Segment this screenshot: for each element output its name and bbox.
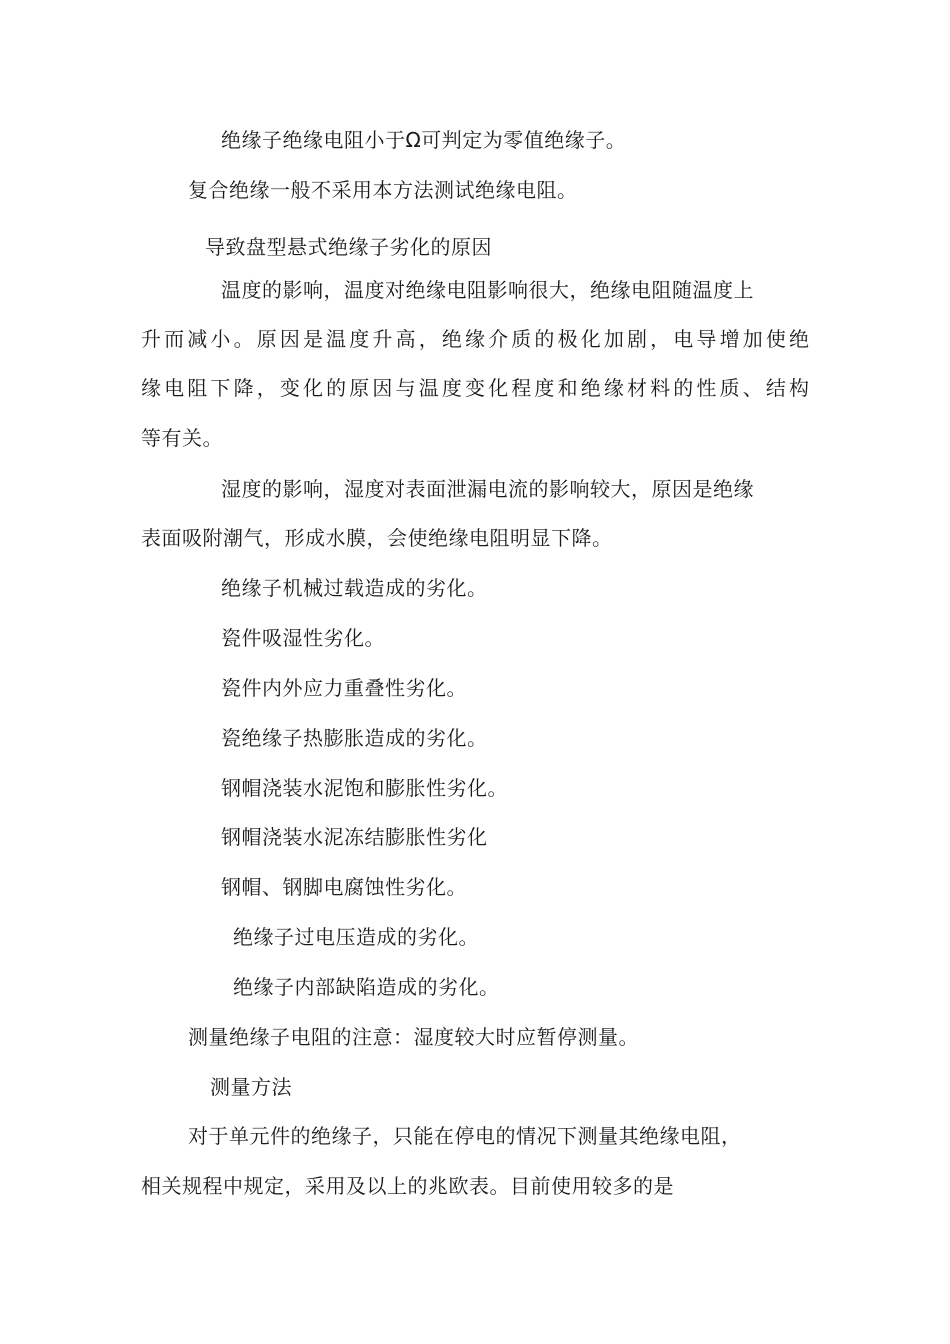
- paragraph-composite-insulator-note: 复合绝缘一般不采用本方法测试绝缘电阻。: [188, 178, 578, 202]
- text-line: 对于单元件的绝缘子，只能在停电的情况下测量其绝缘电阻，: [188, 1124, 742, 1148]
- list-item-overvoltage: 绝缘子过电压造成的劣化。: [233, 925, 479, 949]
- paragraph-zero-value-criterion: 绝缘子绝缘电阻小于Ω可判定为零值绝缘子。: [221, 128, 627, 152]
- list-item-electrocorrosion: 钢帽、钢脚电腐蚀性劣化。: [221, 875, 467, 899]
- text-line: 温度的影响，温度对绝缘电阻影响很大，绝缘电阻随温度上: [221, 278, 754, 302]
- text-line: 湿度的影响，湿度对表面泄漏电流的影响较大，原因是绝缘: [221, 477, 754, 501]
- list-item-cement-freezing: 钢帽浇装水泥冻结膨胀性劣化: [221, 825, 488, 849]
- list-item-stress-overlap: 瓷件内外应力重叠性劣化。: [221, 676, 467, 700]
- text-line: 缘电阻下降，变化的原因与温度变化程度和绝缘材料的性质、结构: [141, 376, 809, 400]
- heading-degradation-causes: 导致盘型悬式绝缘子劣化的原因: [205, 235, 492, 259]
- list-item-thermal-expansion: 瓷绝缘子热膨胀造成的劣化。: [221, 726, 488, 750]
- list-item-internal-defects: 绝缘子内部缺陷造成的劣化。: [233, 975, 500, 999]
- text-line: 等有关。: [141, 426, 223, 450]
- list-item-mechanical-overload: 绝缘子机械过载造成的劣化。: [221, 576, 488, 600]
- text-line: 升而减小。原因是温度升高，绝缘介质的极化加剧，电导增加使绝: [141, 327, 809, 351]
- list-item-porcelain-moisture: 瓷件吸湿性劣化。: [221, 626, 385, 650]
- heading-measurement-method: 测量方法: [210, 1075, 292, 1099]
- text-line: 表面吸附潮气，形成水膜，会使绝缘电阻明显下降。: [141, 526, 613, 550]
- text-line: 相关规程中规定，采用及以上的兆欧表。目前使用较多的是: [141, 1174, 674, 1198]
- list-item-cement-saturation: 钢帽浇装水泥饱和膨胀性劣化。: [221, 776, 508, 800]
- paragraph-measurement-precaution: 测量绝缘子电阻的注意：湿度较大时应暂停测量。: [188, 1025, 639, 1049]
